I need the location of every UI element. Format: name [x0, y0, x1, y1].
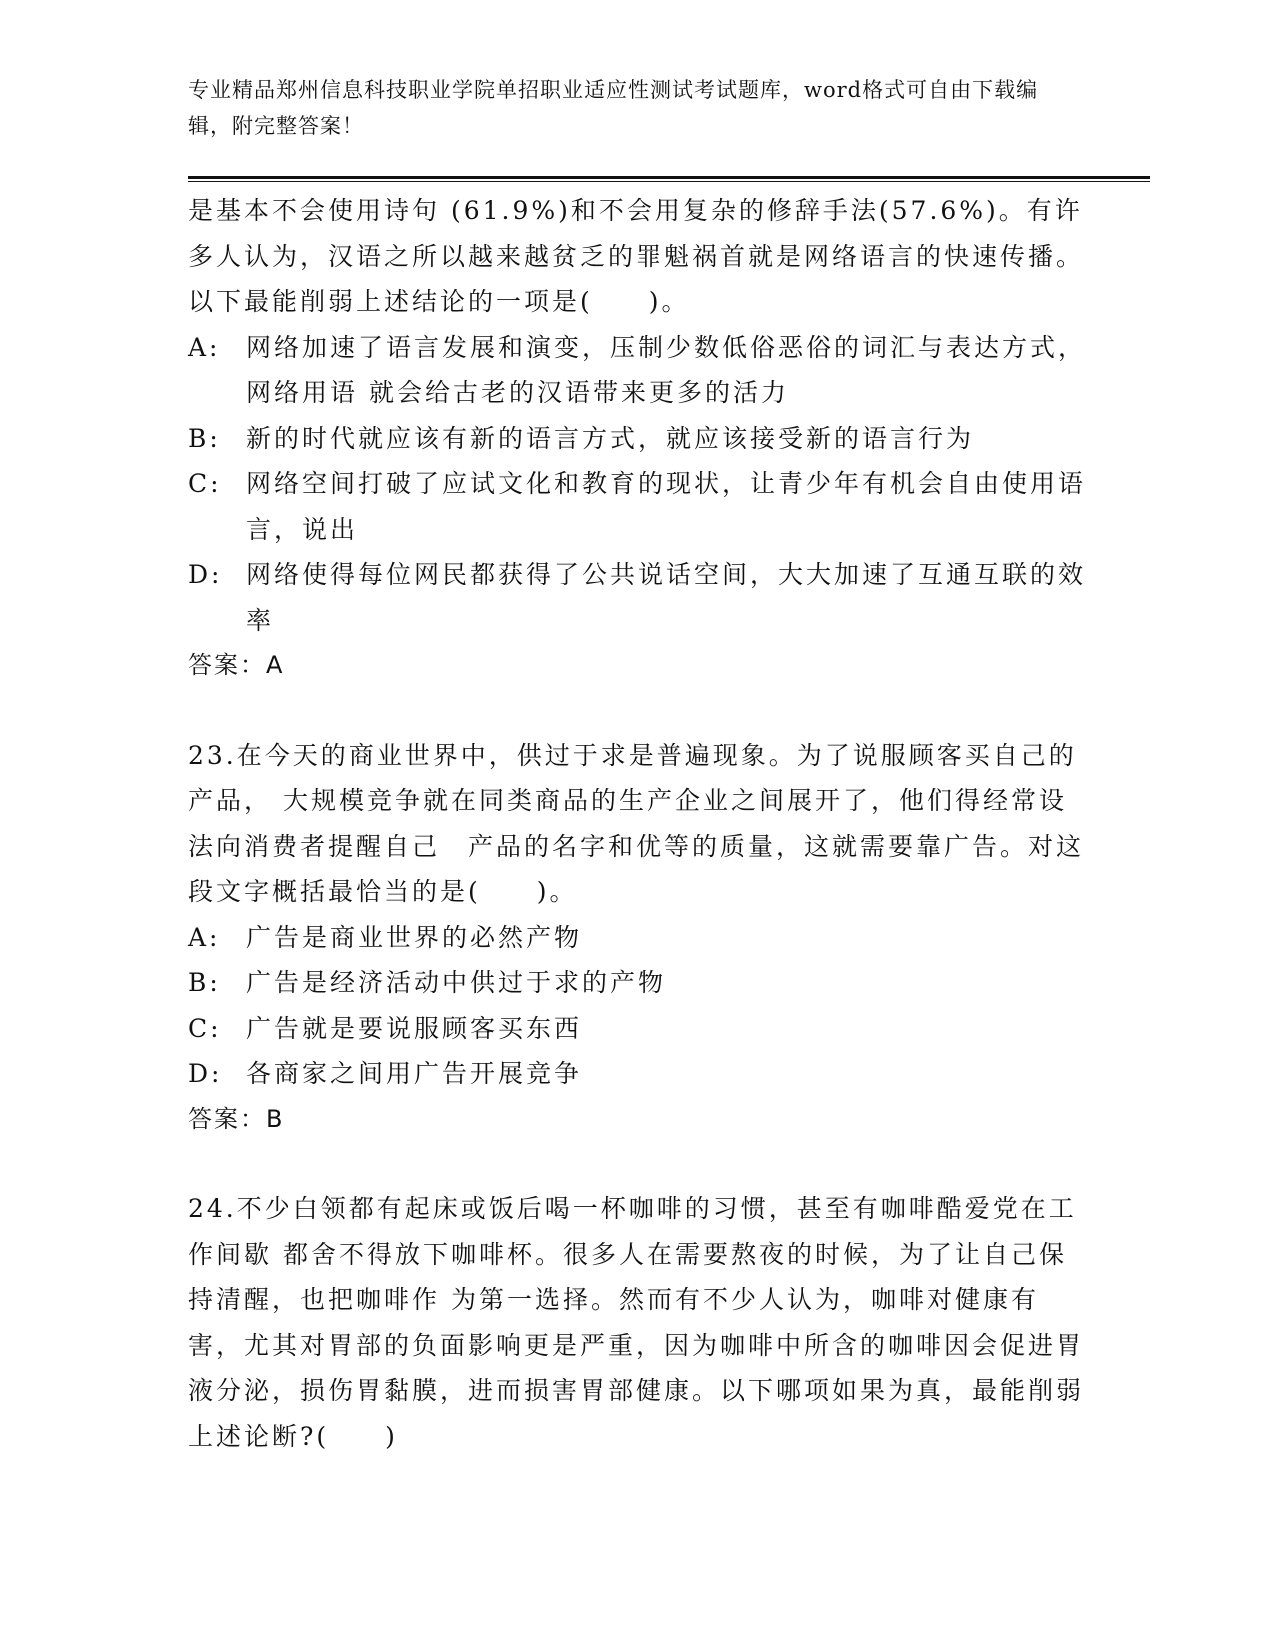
option-text: 广告是经济活动中供过于求的产物: [246, 968, 667, 997]
option-text: 广告是商业世界的必然产物: [246, 922, 583, 952]
option-text: 广告就是要说服顾客买东西: [246, 1013, 583, 1043]
option-key: C:: [188, 1013, 222, 1043]
question-22-option-c: [188, 461, 1088, 552]
option-text: 新的时代就应该有新的语言方式，就应该接受新的语言行为: [246, 423, 975, 453]
option-text: 各商家之间用广告开展竞争: [246, 1059, 583, 1088]
option-key: A:: [188, 922, 221, 952]
question-23-option-c: [188, 1006, 1088, 1052]
question-24-stem: 24.不少白领都有起床或饭后喝一杯咖啡的习惯，甚至有咖啡酷爱党在工作间歇 都舍不得放下咖啡杯。很多人在需要熬夜的时候，为了让自己保持清醒，也把咖啡作 为第一选择。然而有不少人认为，咖啡对健康有害，尤其对胃部的负面影响更是严重，因为咖啡中所含的咖啡因会促进胃液分泌，损伤胃黏膜，进而损害胃部健康。以下哪项如果为真，最能削弱上述论断?( ): [188, 1194, 1085, 1451]
question-23-answer: 答案：B: [188, 1104, 285, 1133]
option-key: D:: [188, 1059, 223, 1088]
question-22-option-d: [188, 552, 1088, 643]
option-text: 网络加速了语言发展和演变，压制少数低俗恶俗的词汇与表达方式，网络用语 就会给古老的汉语带来更多的活力: [246, 332, 1087, 407]
option-text: 网络空间打破了应试文化和教育的现状，让青少年有机会自由使用语言，说出: [246, 469, 1087, 544]
document-body: [188, 188, 1088, 1459]
spacer: [188, 1142, 1088, 1186]
header-divider: [188, 176, 1150, 182]
option-key: A:: [188, 332, 221, 362]
question-23-option-d: [188, 1051, 1088, 1097]
option-key: B:: [188, 423, 221, 453]
question-23-option-a: [188, 915, 1088, 961]
option-key: D:: [188, 560, 223, 589]
spacer: [188, 689, 1088, 733]
question-23-option-b: [188, 960, 1088, 1006]
question-22-answer: 答案：A: [188, 651, 285, 679]
option-key: B:: [188, 968, 221, 997]
question-22-option-a: [188, 325, 1088, 416]
question-23-stem: 23.在今天的商业世界中，供过于求是普遍现象。为了说服顾客买自己的产品， 大规模竞争就在同类商品的生产企业之间展开了，他们得经常设法向消费者提醒自己 产品的名字和优等的质量，这就需要靠广告。对这段文字概括最恰当的是( )。: [188, 740, 1085, 906]
question-22-option-b: [188, 416, 1088, 462]
option-text: 网络使得每位网民都获得了公共说话空间，大大加速了互通互联的效率: [246, 560, 1087, 635]
question-22-stem: 是基本不会使用诗句 (61.9%)和不会用复杂的修辞手法(57.6%)。有许多人认为，汉语之所以越来越贫乏的罪魁祸首就是网络语言的快速传播。以下最能削弱上述结论的一项是( )。: [188, 196, 1085, 316]
page-header: 专业精品郑州信息科技职业学院单招职业适应性测试考试题库，word格式可自由下载编辑，附完整答案！: [188, 78, 1039, 138]
option-key: C:: [188, 469, 222, 498]
